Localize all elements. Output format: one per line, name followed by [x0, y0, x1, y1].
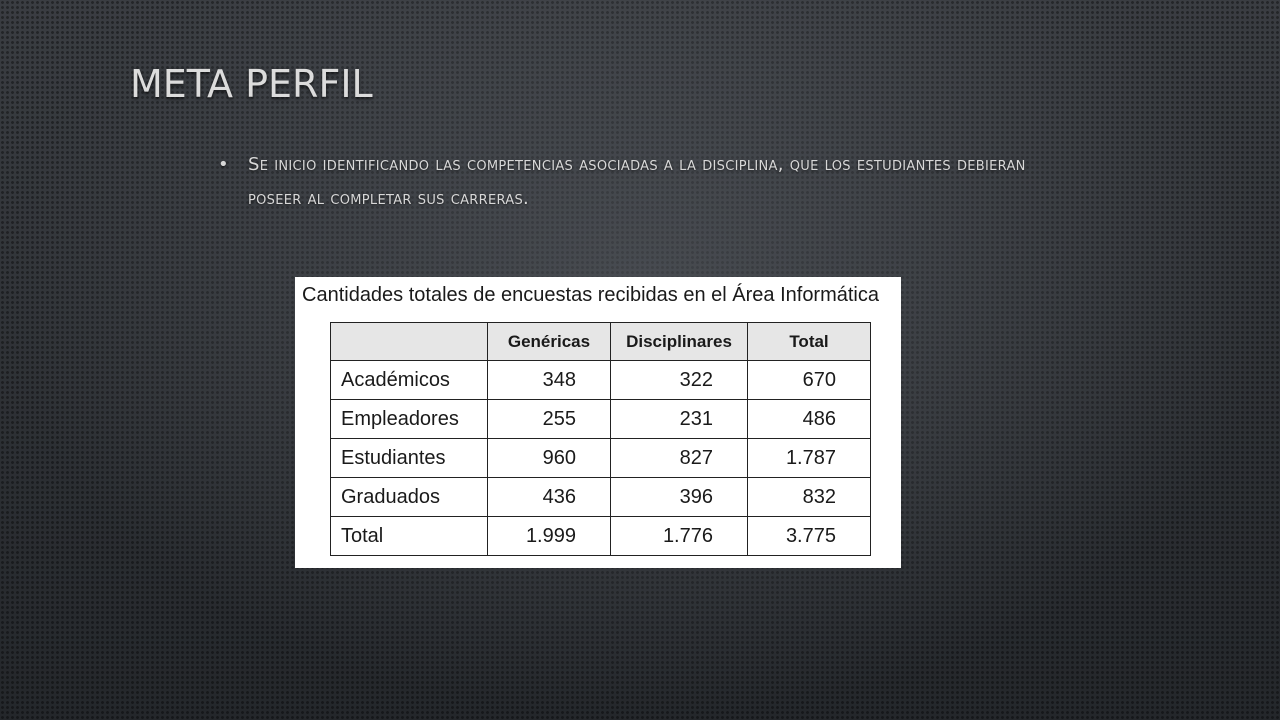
table-row — [331, 400, 871, 439]
bullet-dot-icon: • — [218, 154, 229, 175]
survey-table-image — [295, 277, 901, 568]
header-cell-genericas: Genéricas — [488, 323, 611, 361]
table-row — [331, 478, 871, 517]
cell-total: 1.787 — [748, 439, 871, 478]
cell-disciplinares: 322 — [611, 361, 748, 400]
table-caption: Cantidades totales de encuestas recibidas en el Área Informática — [302, 284, 880, 306]
survey-table — [330, 322, 871, 556]
cell-genericas: 255 — [488, 400, 611, 439]
table-row-total — [331, 517, 871, 556]
row-label: Graduados — [331, 478, 488, 517]
cell-genericas: 960 — [488, 439, 611, 478]
table-header-row — [331, 323, 871, 361]
row-label: Empleadores — [331, 400, 488, 439]
row-label: Estudiantes — [331, 439, 488, 478]
cell-disciplinares: 231 — [611, 400, 748, 439]
cell-total: 486 — [748, 400, 871, 439]
header-cell-disciplinares: Disciplinares — [611, 323, 748, 361]
cell-total: 670 — [748, 361, 871, 400]
header-cell-empty — [331, 323, 488, 361]
row-label: Académicos — [331, 361, 488, 400]
bullet-item — [218, 148, 1078, 216]
cell-genericas: 436 — [488, 478, 611, 517]
bullet-list — [218, 148, 1078, 216]
table-row — [331, 439, 871, 478]
cell-genericas: 348 — [488, 361, 611, 400]
bullet-text: Se inicio identificando las competencias asociadas a la disciplina, que los estudiantes debieran poseer al completar sus carreras. — [248, 154, 1026, 209]
cell-disciplinares: 827 — [611, 439, 748, 478]
cell-genericas: 1.999 — [488, 517, 611, 556]
cell-disciplinares: 1.776 — [611, 517, 748, 556]
row-label: Total — [331, 517, 488, 556]
header-cell-total: Total — [748, 323, 871, 361]
cell-disciplinares: 396 — [611, 478, 748, 517]
cell-total: 832 — [748, 478, 871, 517]
slide-title: META PERFIL — [130, 62, 373, 106]
cell-total: 3.775 — [748, 517, 871, 556]
table-row — [331, 361, 871, 400]
